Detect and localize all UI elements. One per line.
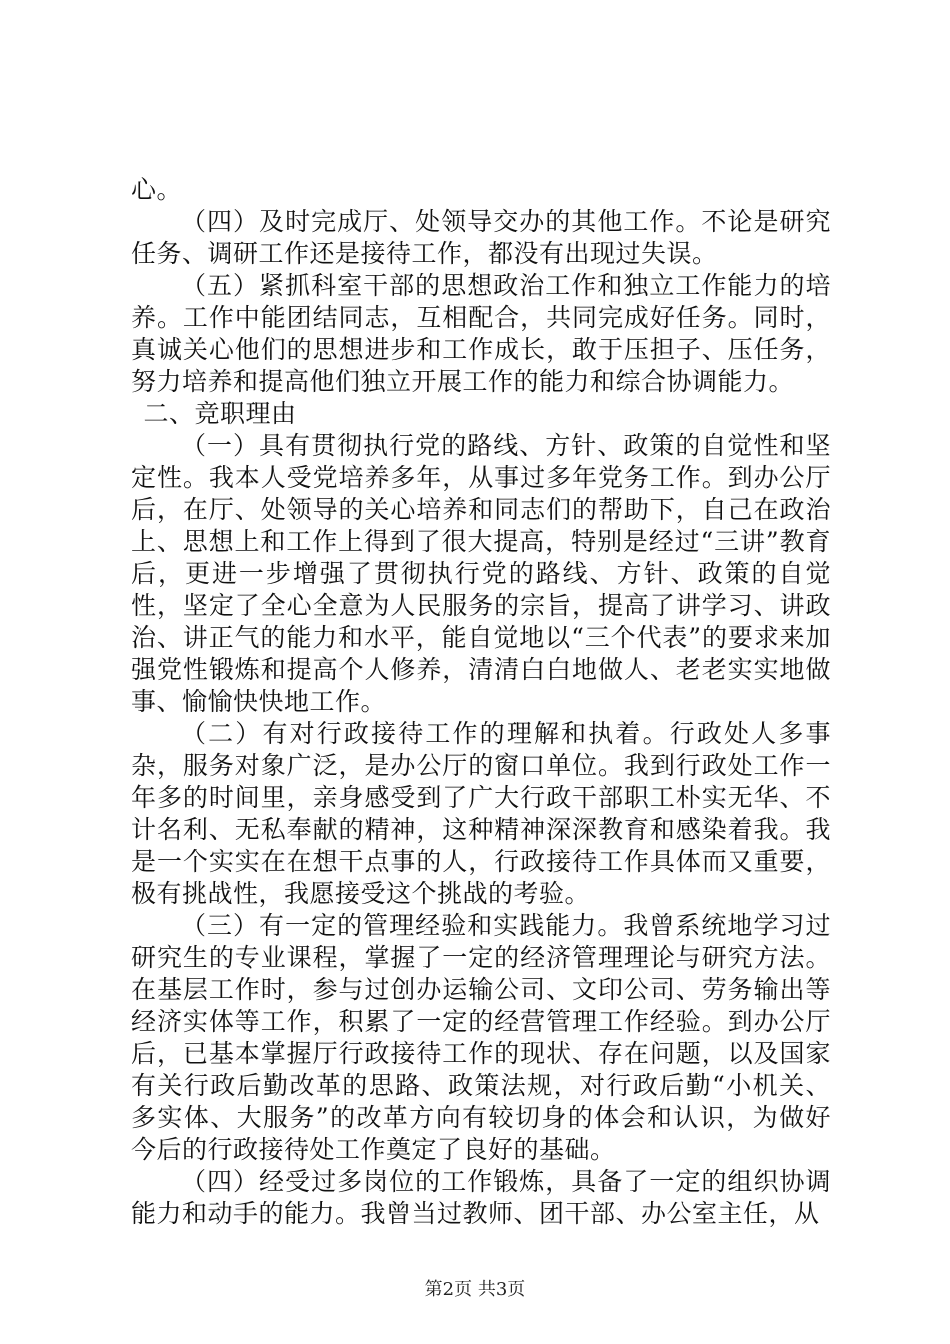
document-body (131, 174, 831, 1230)
paragraph-reason-4: （四）经受过多岗位的工作锻炼，具备了一定的组织协调能力和动手的能力。我曾当过教师、团干部、办公室主任，从 (131, 1167, 831, 1228)
paragraph-continuation: 心。 (131, 175, 183, 204)
page-number-footer: 第2页 共3页 (424, 1279, 526, 1300)
paragraph-item-5-cadre-training: （五）紧抓科室干部的思想政治工作和独立工作能力的培养。工作中能团结同志，互相配合，共同完成好任务。同时，真诚关心他们的思想进步和工作成长，敢于压担子、压任务，努力培养和提高他们独立开展工作的能力和综合协调能力。 (131, 271, 831, 396)
paragraph-reason-3: （三）有一定的管理经验和实践能力。我曾系统地学习过研究生的专业课程，掌握了一定的经济管理理论与研究方法。在基层工作时，参与过创办运输公司、文印公司、劳务输出等经济实体等工作，积累了一定的经营管理工作经验。到办公厅后，已基本掌握厅行政接待工作的现状、存在问题，以及国家有关行政后勤改革的思路、政策法规，对行政后勤“小机关、多实体、大服务”的改革方向有较切身的体会和认识，为做好今后的行政接待处工作奠定了良好的基础。 (131, 911, 831, 1164)
paragraph-item-4-tasks: （四）及时完成厅、处领导交办的其他工作。不论是研究任务、调研工作还是接待工作，都没有出现过失误。 (131, 207, 831, 268)
paragraph-reason-1: （一）具有贯彻执行党的路线、方针、政策的自觉性和坚定性。我本人受党培养多年，从事过多年党务工作。到办公厅后，在厅、处领导的关心培养和同志们的帮助下，自己在政治上、思想上和工作上得到了很大提高，特别是经过“三讲”教育后，更进一步增强了贯彻执行党的路线、方针、政策的自觉性，坚定了全心全意为人民服务的宗旨，提高了讲学习、讲政治、讲正气的能力和水平，能自觉地以“三个代表”的要求来加强党性锻炼和提高个人修养，清清白白地做人、老老实实地做事、愉愉快快地工作。 (131, 431, 831, 716)
section-heading-reasons: 二、竞职理由 (143, 399, 297, 428)
paragraph-reason-2: （二）有对行政接待工作的理解和执着。行政处人多事杂，服务对象广泛，是办公厅的窗口单位。我到行政处工作一年多的时间里，亲身感受到了广大行政干部职工朴实无华、不计名利、无私奉献的精神，这种精神深深教育和感染着我。我是一个实实在在想干点事的人，行政接待工作具体而又重要，极有挑战性，我愿接受这个挑战的考验。 (131, 719, 831, 908)
